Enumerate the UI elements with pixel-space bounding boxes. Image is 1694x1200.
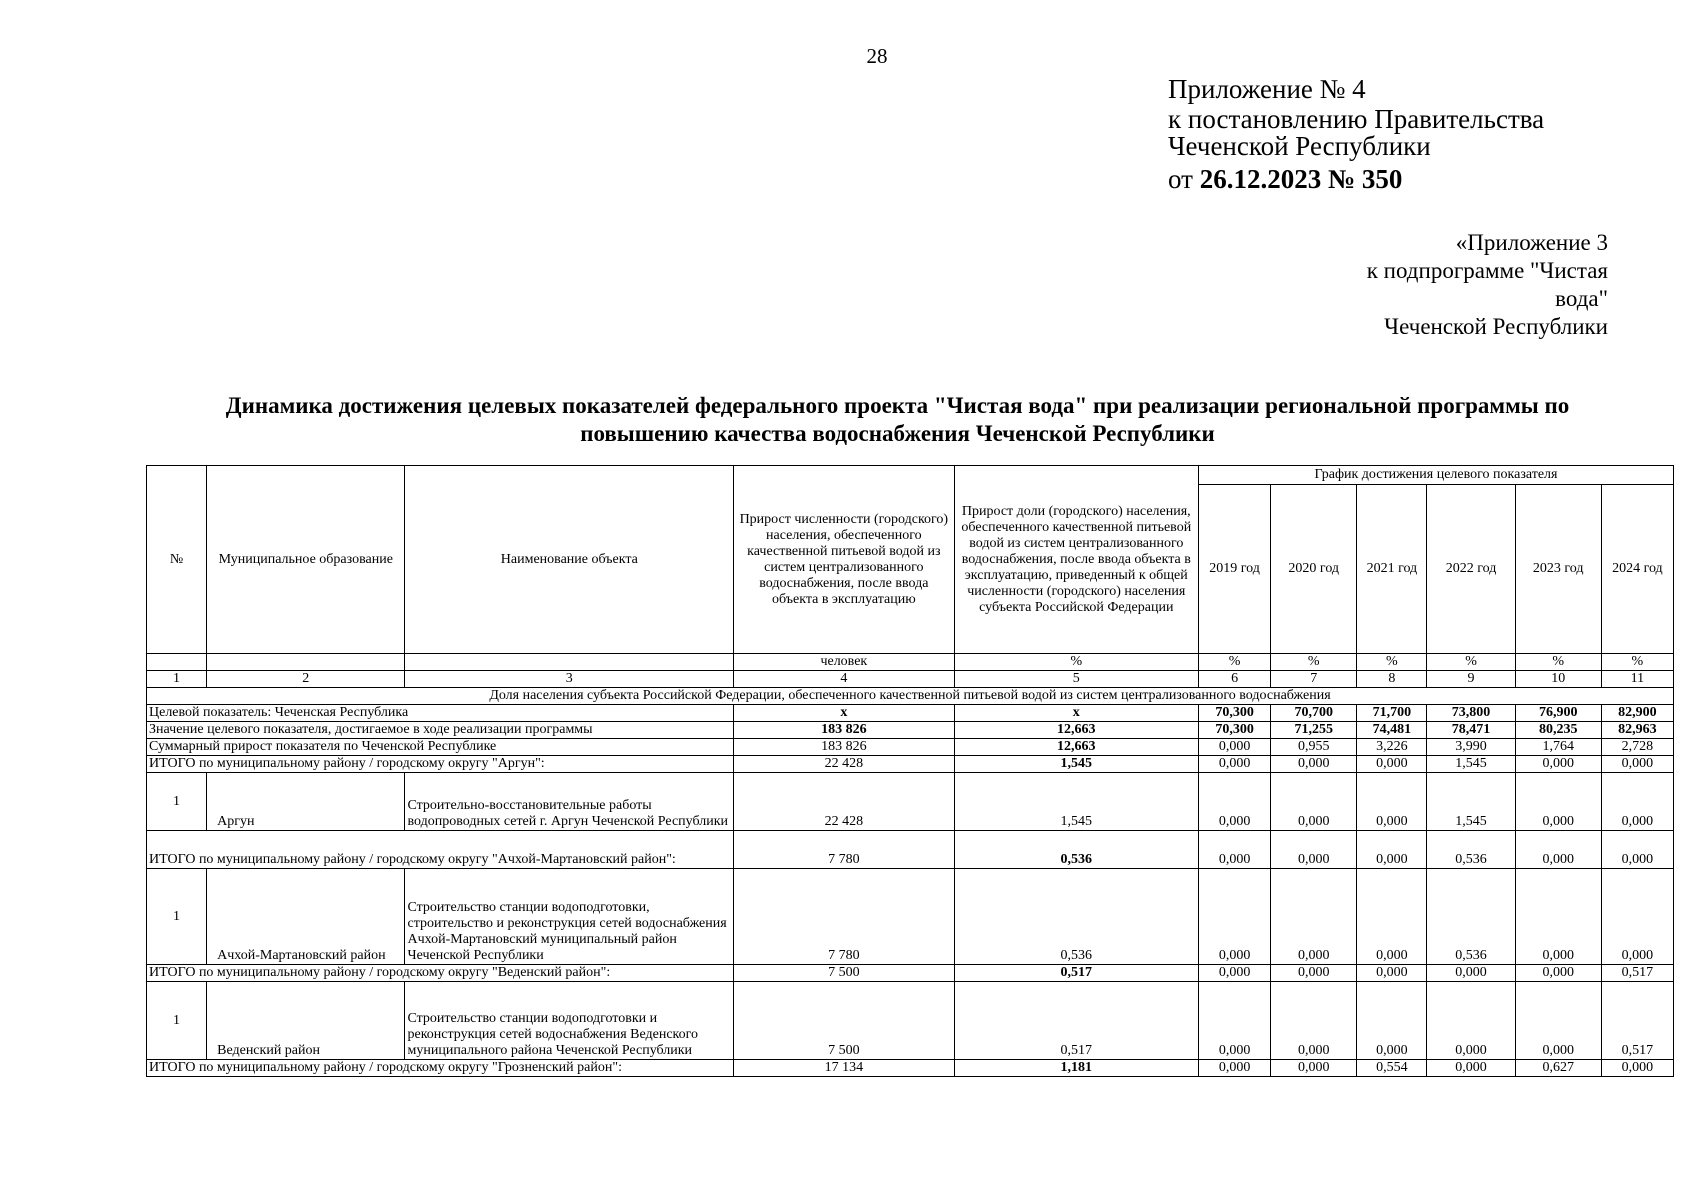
sum-row	[147, 739, 1674, 756]
sub-appendix-line-2: к подпрограмме "Чистая	[1366, 258, 1608, 283]
total-year-value: 0,517	[1601, 965, 1673, 982]
target-row	[147, 705, 1674, 722]
object-municipality: Ачхой-Мартановский район	[207, 869, 405, 965]
total-year-value: 0,000	[1515, 831, 1601, 869]
total-label: ИТОГО по муниципальному району / городскому округу "Грозненский район":	[147, 1060, 734, 1077]
unit-year: %	[1515, 654, 1601, 671]
object-num: 1	[147, 869, 207, 965]
total-year-value: 0,000	[1199, 831, 1271, 869]
total-label: ИТОГО по муниципальному району / городскому округу "Веденский район":	[147, 965, 734, 982]
object-year-value: 0,000	[1515, 773, 1601, 831]
object-year-value: 0,000	[1601, 773, 1673, 831]
row-year-value: 71,700	[1357, 705, 1427, 722]
total-year-value: 0,000	[1199, 965, 1271, 982]
total-year-value: 0,000	[1515, 756, 1601, 773]
unit-count: человек	[734, 654, 954, 671]
row-year-value: 70,700	[1271, 705, 1357, 722]
row-year-value: 82,963	[1601, 722, 1673, 739]
total-year-value: 0,000	[1515, 965, 1601, 982]
header-schedule-row	[147, 466, 1674, 485]
header-year: 2024 год	[1601, 485, 1673, 654]
total-share: 0,517	[954, 965, 1198, 982]
total-year-value: 1,545	[1427, 756, 1515, 773]
sub-appendix-block	[1330, 229, 1608, 341]
total-row	[147, 831, 1674, 869]
appendix-line-2: Чеченской Республики	[1168, 131, 1431, 161]
row-year-value: 80,235	[1515, 722, 1601, 739]
total-share: 1,545	[954, 756, 1198, 773]
unit-year: %	[1271, 654, 1357, 671]
object-share: 1,545	[954, 773, 1198, 831]
object-year-value: 0,000	[1357, 869, 1427, 965]
object-share: 0,536	[954, 869, 1198, 965]
row-year-value: 78,471	[1427, 722, 1515, 739]
header-municipality: Муниципальное образование	[207, 466, 405, 654]
total-year-value: 0,000	[1357, 831, 1427, 869]
unit-year: %	[1601, 654, 1673, 671]
total-year-value: 0,627	[1515, 1060, 1601, 1077]
row-label: Целевой показатель: Чеченская Республика	[147, 705, 734, 722]
object-year-value: 0,000	[1199, 982, 1271, 1060]
header-year: 2020 год	[1271, 485, 1357, 654]
total-year-value: 0,000	[1357, 965, 1427, 982]
object-year-value: 0,000	[1271, 773, 1357, 831]
total-year-value: 0,536	[1427, 831, 1515, 869]
object-count: 22 428	[734, 773, 954, 831]
column-number: 3	[405, 671, 734, 688]
date-number: 26.12.2023 № 350	[1199, 164, 1403, 194]
units-row	[147, 654, 1674, 671]
total-year-value: 0,000	[1427, 965, 1515, 982]
header-object: Наименование объекта	[405, 466, 734, 654]
object-year-value: 0,000	[1357, 982, 1427, 1060]
total-count: 22 428	[734, 756, 954, 773]
total-year-value: 0,000	[1427, 1060, 1515, 1077]
column-number: 2	[207, 671, 405, 688]
header-num: №	[147, 466, 207, 654]
total-share: 1,181	[954, 1060, 1198, 1077]
row-year-value: 0,000	[1199, 739, 1271, 756]
sub-appendix-line-1: «Приложение 3	[1455, 230, 1608, 255]
header-year: 2023 год	[1515, 485, 1601, 654]
object-municipality: Веденский район	[207, 982, 405, 1060]
object-year-value: 0,000	[1271, 982, 1357, 1060]
row-year-value: 3,990	[1427, 739, 1515, 756]
column-number: 5	[954, 671, 1198, 688]
row-label: Значение целевого показателя, достигаемое в ходе реализации программы	[147, 722, 734, 739]
row-share: 12,663	[954, 739, 1198, 756]
row-year-value: 0,955	[1271, 739, 1357, 756]
object-year-value: 0,517	[1601, 982, 1673, 1060]
object-municipality: Аргун	[207, 773, 405, 831]
row-label: Суммарный прирост показателя по Чеченской Республике	[147, 739, 734, 756]
row-year-value: 73,800	[1427, 705, 1515, 722]
header-growth-share: Прирост доли (городского) населения, обеспеченного качественной питьевой водой из систем централизованного водоснабжения, после ввода объекта в эксплуатацию, приведенный к общей численности (городского) населения субъекта Российской Федерации	[954, 466, 1198, 654]
object-name: Строительство станции водоподготовки, строительство и реконструкция сетей водоснабжения Ачхой-Мартановский муниципальный район Чеченской Республики	[405, 869, 734, 965]
total-year-value: 0,000	[1271, 831, 1357, 869]
total-share: 0,536	[954, 831, 1198, 869]
title-line-2: повышению качества водоснабжения Чеченской Республики	[580, 421, 1215, 446]
header-year: 2022 год	[1427, 485, 1515, 654]
object-row	[147, 773, 1674, 831]
row-count: 183 826	[734, 722, 954, 739]
object-year-value: 0,000	[1601, 869, 1673, 965]
units-empty	[405, 654, 734, 671]
total-row	[147, 756, 1674, 773]
section-title-row	[147, 688, 1674, 705]
total-year-value: 0,554	[1357, 1060, 1427, 1077]
column-number: 8	[1357, 671, 1427, 688]
object-count: 7 500	[734, 982, 954, 1060]
object-year-value: 0,000	[1515, 982, 1601, 1060]
row-year-value: 3,226	[1357, 739, 1427, 756]
total-count: 17 134	[734, 1060, 954, 1077]
column-number: 1	[147, 671, 207, 688]
row-year-value: 71,255	[1271, 722, 1357, 739]
unit-year: %	[1427, 654, 1515, 671]
header-year: 2021 год	[1357, 485, 1427, 654]
object-year-value: 0,000	[1199, 773, 1271, 831]
object-share: 0,517	[954, 982, 1198, 1060]
appendix-line-1: к постановлению Правительства	[1168, 104, 1545, 134]
total-year-value: 0,000	[1271, 756, 1357, 773]
document-title	[150, 392, 1645, 448]
column-number: 4	[734, 671, 954, 688]
unit-year: %	[1357, 654, 1427, 671]
indicators-table	[146, 465, 1674, 1077]
page-number: 28	[866, 44, 888, 68]
column-numbers-row	[147, 671, 1674, 688]
total-year-value: 0,000	[1199, 1060, 1271, 1077]
total-year-value: 0,000	[1601, 831, 1673, 869]
row-year-value: 76,900	[1515, 705, 1601, 722]
column-number: 9	[1427, 671, 1515, 688]
total-year-value: 0,000	[1601, 756, 1673, 773]
sub-appendix-line-3: вода"	[1555, 286, 1608, 311]
total-count: 7 500	[734, 965, 954, 982]
object-num: 1	[147, 982, 207, 1060]
row-count: 183 826	[734, 739, 954, 756]
total-label: ИТОГО по муниципальному району / городскому округу "Аргун":	[147, 756, 734, 773]
header-year: 2019 год	[1199, 485, 1271, 654]
row-share: х	[954, 705, 1198, 722]
object-year-value: 0,000	[1199, 869, 1271, 965]
object-year-value: 1,545	[1427, 773, 1515, 831]
column-number: 7	[1271, 671, 1357, 688]
row-year-value: 1,764	[1515, 739, 1601, 756]
object-name: Строительно-восстановительные работы водопроводных сетей г. Аргун Чеченской Республики	[405, 773, 734, 831]
row-year-value: 74,481	[1357, 722, 1427, 739]
total-year-value: 0,000	[1601, 1060, 1673, 1077]
header-growth-count: Прирост численности (городского) населения, обеспеченного качественной питьевой водой из систем централизованного водоснабжения, после ввода объекта в эксплуатацию	[734, 466, 954, 654]
row-year-value: 70,300	[1199, 705, 1271, 722]
achieved-row	[147, 722, 1674, 739]
appendix-date	[1168, 164, 1608, 194]
unit-year: %	[1199, 654, 1271, 671]
total-year-value: 0,000	[1271, 1060, 1357, 1077]
title-line-1: Динамика достижения целевых показателей федерального проекта "Чистая вода" при реализации региональной программы по	[225, 393, 1570, 418]
appendix-block	[1168, 74, 1608, 194]
object-num: 1	[147, 773, 207, 831]
total-label: ИТОГО по муниципальному району / городскому округу "Ачхой-Мартановский район":	[147, 831, 734, 869]
row-year-value: 2,728	[1601, 739, 1673, 756]
object-year-value: 0,536	[1427, 869, 1515, 965]
row-share: 12,663	[954, 722, 1198, 739]
object-row	[147, 982, 1674, 1060]
object-year-value: 0,000	[1271, 869, 1357, 965]
total-count: 7 780	[734, 831, 954, 869]
total-year-value: 0,000	[1271, 965, 1357, 982]
row-year-value: 70,300	[1199, 722, 1271, 739]
object-row	[147, 869, 1674, 965]
object-year-value: 0,000	[1515, 869, 1601, 965]
section-title: Доля населения субъекта Российской Федерации, обеспеченного качественной питьевой водой из систем централизованного водоснабжения	[147, 688, 1674, 705]
column-number: 6	[1199, 671, 1271, 688]
row-count: х	[734, 705, 954, 722]
column-number: 11	[1601, 671, 1673, 688]
total-row	[147, 965, 1674, 982]
object-name: Строительство станции водоподготовки и реконструкция сетей водоснабжения Веденского муниципального района Чеченской Республики	[405, 982, 734, 1060]
object-year-value: 0,000	[1427, 982, 1515, 1060]
total-row	[147, 1060, 1674, 1077]
sub-appendix-line-4: Чеченской Республики	[1384, 314, 1608, 339]
units-empty	[147, 654, 207, 671]
total-year-value: 0,000	[1357, 756, 1427, 773]
appendix-title: Приложение № 4	[1168, 74, 1366, 104]
row-year-value: 82,900	[1601, 705, 1673, 722]
object-year-value: 0,000	[1357, 773, 1427, 831]
object-count: 7 780	[734, 869, 954, 965]
unit-share: %	[954, 654, 1198, 671]
date-prefix: от	[1168, 164, 1193, 194]
units-empty	[207, 654, 405, 671]
header-schedule: График достижения целевого показателя	[1199, 466, 1674, 485]
total-year-value: 0,000	[1199, 756, 1271, 773]
column-number: 10	[1515, 671, 1601, 688]
